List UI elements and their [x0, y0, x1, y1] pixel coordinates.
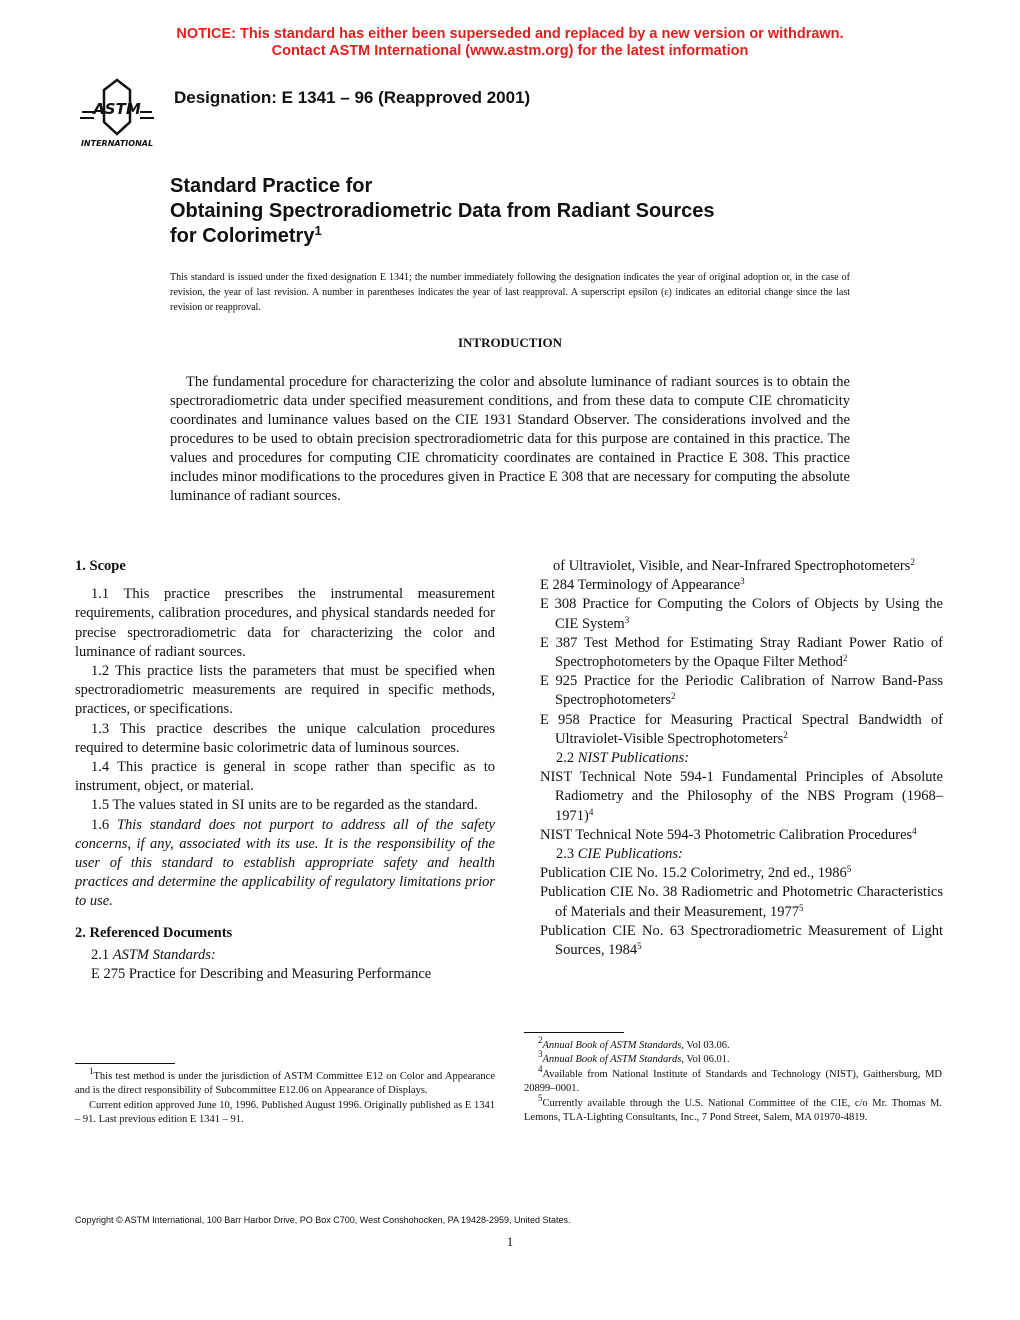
- ref-e387: E 387 Test Method for Estimating Stray Radiant Power Ratio of Spectrophotometers by the Opaque Filter Method$^2$: [540, 634, 943, 671]
- ref-cie-38: Publication CIE No. 38 Radiometric and Photometric Characteristics of Materials and their Measurement, 1977$^5$: [540, 884, 943, 920]
- footnote-rule: [524, 1032, 624, 1033]
- logo-text: ASTM: [93, 100, 141, 118]
- ref-nist-594-1: NIST Technical Note 594-1 Fundamental Principles of Absolute Radiometry and the Philosophy of the NBS Program (1968–1971)$^4$: [540, 769, 943, 824]
- title-footnote-mark: 1: [314, 223, 322, 238]
- ref-nist-594-3: NIST Technical Note 594-3 Photometric Calibration Procedures$^4$: [540, 825, 917, 843]
- section-1-heading: 1. Scope: [75, 558, 126, 574]
- footnote-4: $^4$Available from National Institute of Standards and Technology (NIST), Gaithersburg, MD 20899–0001.: [524, 1063, 942, 1095]
- footnote-3: $^3$Annual Book of ASTM Standards, Vol 06.01.: [538, 1049, 730, 1066]
- footnote-5: $^5$Currently available through the U.S. National Committee of the CIE, c/o Mr. Thomas M. Lemons, TLA-Lighting Consultants, Inc., 7 Pond Street, Salem, MA 01970-4819.: [524, 1092, 942, 1124]
- ref-cie-15-2: Publication CIE No. 15.2 Colorimetry, 2nd ed., 1986$^5$: [540, 864, 852, 882]
- paragraph-1-3: 1.3 This practice describes the unique calculation procedures required to determine basic colorimetric data of luminous sources.: [75, 720, 495, 756]
- logo-subtext: INTERNATIONAL: [80, 139, 154, 148]
- footnote-2: $^2$Annual Book of ASTM Standards, Vol 03.06.: [538, 1035, 730, 1051]
- ref-e308: E 308 Practice for Computing the Colors of Objects by Using the CIE System$^3$: [540, 596, 943, 632]
- subsection-2-1: 2.1 ASTM Standards:: [91, 946, 216, 963]
- paragraph-1-1: 1.1 This practice prescribes the instrumental measurement requirements, calibration procedures, and physical standards needed for precise spectroradiometric data for characterizing the color and luminance of radiant sources.: [75, 586, 495, 660]
- designation: Designation: E 1341 – 96 (Reapproved 2001): [174, 88, 531, 107]
- right-column: [540, 557, 943, 960]
- section-2-heading: 2. Referenced Documents: [75, 924, 233, 941]
- notice-line-1: NOTICE: This standard has either been superseded and replaced by a new version or withdrawn.: [176, 26, 844, 42]
- subsection-2-2: 2.2 NIST Publications:: [556, 750, 690, 767]
- astm-logo: [74, 76, 160, 150]
- notice-line-2: Contact ASTM International (www.astm.org) for the latest information: [271, 43, 749, 59]
- title-line-2: Obtaining Spectroradiometric Data from Radiant Sources: [170, 200, 715, 222]
- footnote-rule: [75, 1063, 175, 1064]
- left-footnotes: [75, 1063, 495, 1128]
- ref-e275: E 275 Practice for Describing and Measuring Performance: [91, 966, 432, 983]
- withdrawal-notice: [0, 26, 1020, 60]
- introduction-text: The fundamental procedure for characterizing the color and absolute luminance of radiant sources is to obtain the spectroradiometric data under specified measurement conditions, and from these data to compute CIE chromaticity coordinates and luminance values based on the CIE 1931 Standard Observer. The considerations involved and the procedures to be used to obtain precision spectroradiometric data for this purpose are contained in this practice. The values and procedures for computing CIE chromaticity coordinates are contained in Practice E 308. This practice includes minor modifications to the procedures given in Practice E 308 that are necessary for computing the absolute luminance of radiant sources.: [170, 374, 850, 504]
- copyright: Copyright © ASTM International, 100 Barr Harbor Drive, PO Box C700, West Conshohocken, PA 19428-2959, United States.: [75, 1215, 571, 1225]
- issued-note: This standard is issued under the fixed designation E 1341; the number immediately following the designation indicates the year of original adoption or, in the case of revision, the year of last revision. A number in parentheses indicates the year of last reapproval. A superscript epsilon (ε) indicates an editorial change since the last revision or reapproval.: [170, 272, 850, 313]
- paragraph-1-2: 1.2 This practice lists the parameters that must be specified when spectroradiometric measurements are required in specific methods, practices, or specifications.: [75, 663, 495, 718]
- subsection-2-3: 2.3 CIE Publications:: [556, 846, 683, 863]
- paragraph-1-4: 1.4 This practice is general in scope rather than specific as to instrument, object, or material.: [75, 759, 495, 795]
- introduction-heading: INTRODUCTION: [457, 335, 562, 350]
- ref-e284: E 284 Terminology of Appearance$^3$: [540, 576, 745, 594]
- ref-e275-continued: of Ultraviolet, Visible, and Near-Infrared Spectrophotometers$^2$: [553, 557, 915, 574]
- ref-e925: E 925 Practice for the Periodic Calibration of Narrow Band-Pass Spectrophotometers$^2$: [540, 673, 943, 709]
- ref-e958: E 958 Practice for Measuring Practical Spectral Bandwidth of Ultraviolet-Visible Spectrophotometers$^2$: [540, 711, 943, 747]
- paragraph-1-6: 1.6 This standard does not purport to address all of the safety concerns, if any, associated with its use. It is the responsibility of the user of this standard to establish appropriate safety and health practices and determine the applicability of regulatory limitations prior to use.: [75, 816, 495, 910]
- title-line-1: Standard Practice for: [170, 175, 373, 197]
- right-footnotes: [524, 1032, 942, 1125]
- page-number: 1: [506, 1234, 514, 1249]
- edition-note: Current edition approved June 10, 1996. Published August 1996. Originally published as E 1341 – 91. Last previous edition E 1341 – 91.: [75, 1099, 495, 1126]
- paragraph-1-5: 1.5 The values stated in SI units are to be regarded as the standard.: [91, 797, 478, 814]
- document-title: [170, 174, 870, 249]
- footnote-1: $^1$This test method is under the jurisdiction of ASTM Committee E12 on Color and Appearance and is the direct responsibility of Subcommittee E12.06 on Appearance of Displays.: [75, 1066, 495, 1097]
- ref-cie-63: Publication CIE No. 63 Spectroradiometric Measurement of Light Sources, 1984$^5$: [540, 922, 943, 959]
- left-column: [75, 557, 495, 984]
- title-line-3: for Colorimetry$^1$: [170, 223, 322, 247]
